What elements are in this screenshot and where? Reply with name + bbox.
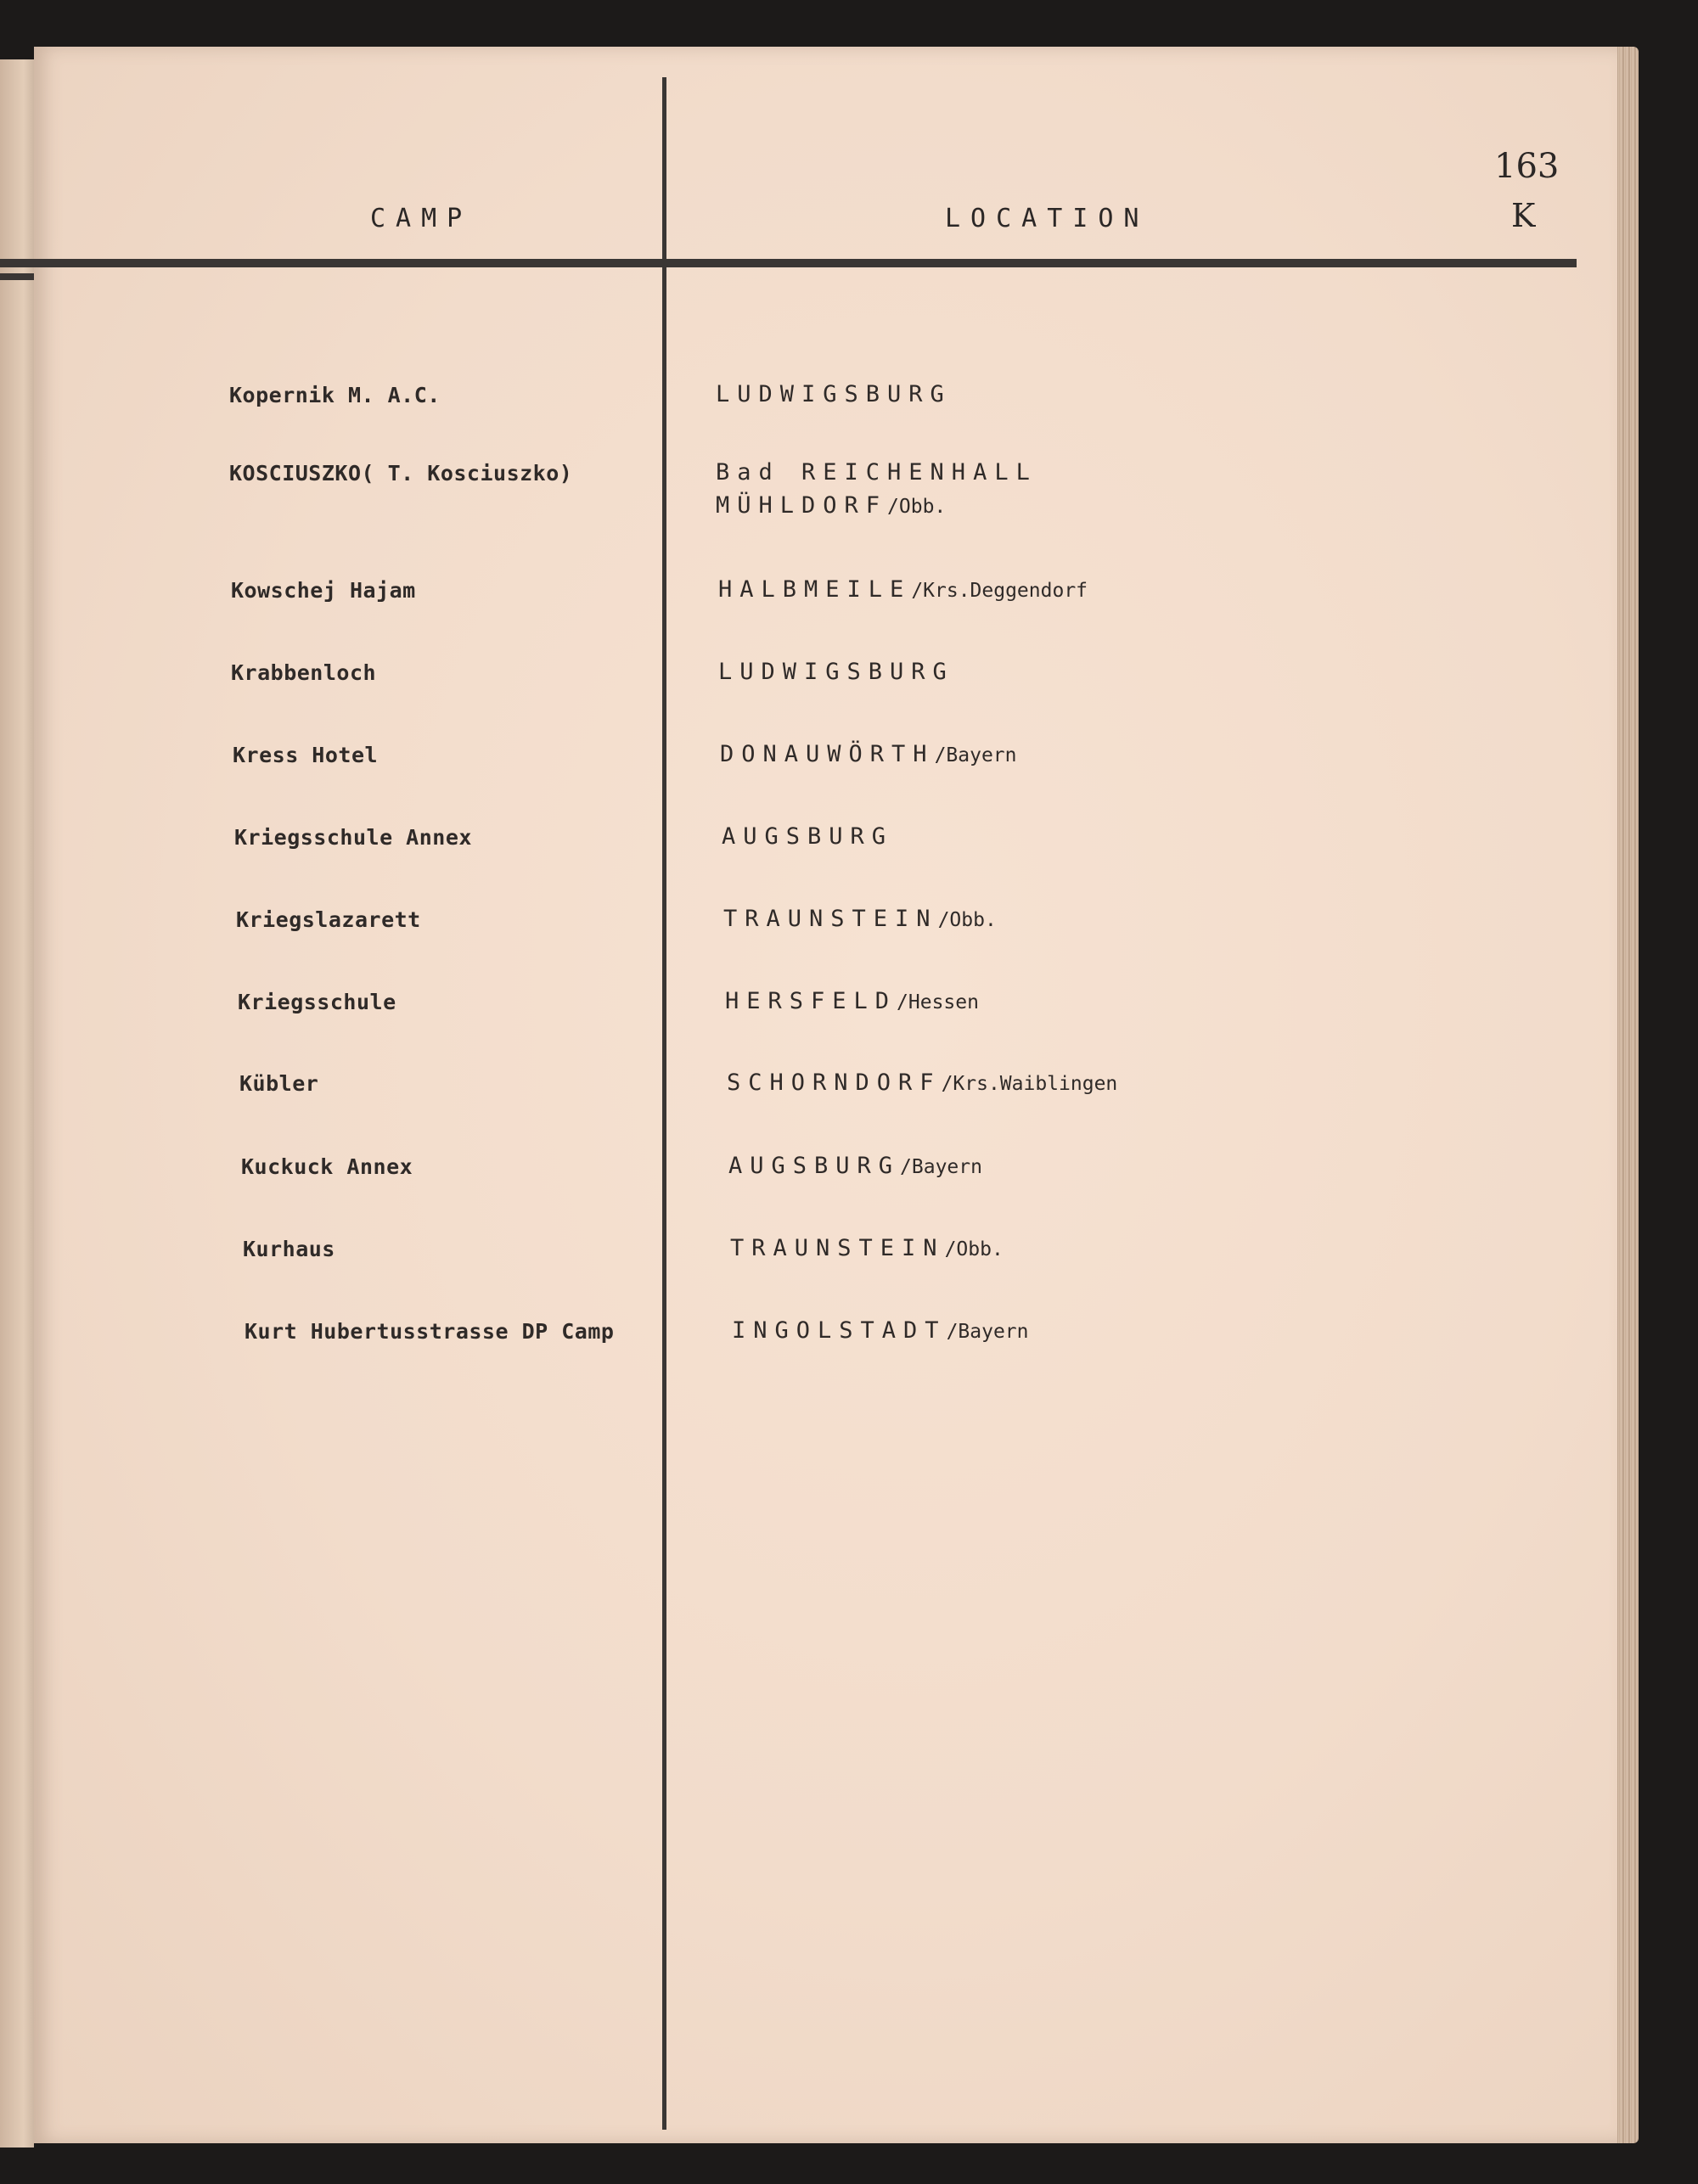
location-place: AUGSBURG [722,823,894,850]
location-cell [728,1153,982,1186]
location-place: TRAUNSTEIN [723,906,938,932]
camp-name: Kriegsschule Annex [234,825,472,850]
document-page [34,47,1617,2143]
camp-column-header: CAMP [370,204,473,233]
location-line [716,459,1037,486]
location-region: /Obb. [944,1238,1004,1260]
camp-name: Kopernik M. A.C. [229,383,441,407]
section-letter: K [1511,197,1536,234]
camp-name: Krabbenloch [231,660,377,685]
location-place: Bad REICHENHALL [716,459,1037,486]
camp-name: Kübler [239,1071,319,1096]
location-line [727,1070,1117,1096]
location-place: AUGSBURG [728,1153,901,1179]
camp-name: Kuckuck Annex [241,1154,413,1179]
location-region: /Krs.Waiblingen [941,1073,1118,1095]
location-line [718,659,954,685]
camp-name: Kress Hotel [233,743,379,767]
location-place: TRAUNSTEIN [730,1235,945,1261]
header-rule [0,259,1577,267]
location-cell [723,906,997,939]
location-line [728,1153,982,1179]
location-line [722,823,893,850]
location-cell [732,1317,1029,1350]
location-region: /Obb. [937,909,997,931]
column-divider [662,77,666,2130]
location-cell [725,988,979,1021]
location-cell [727,1070,1117,1103]
location-place: HALBMEILE [718,576,912,603]
camp-name: Kriegslazarett [236,907,421,932]
location-region: /Hessen [897,991,979,1013]
location-line [730,1235,1004,1261]
location-place: DONAUWÖRTH [720,741,935,767]
location-column-header: LOCATION [945,204,1150,233]
location-line [723,906,997,932]
location-cell [720,741,1017,774]
camp-name: Kriegsschule [238,990,396,1014]
location-place: LUDWIGSBURG [716,381,952,407]
page-number: 163 [1494,147,1560,186]
left-page-rule [0,273,34,280]
location-cell [718,576,1088,609]
location-cell [716,381,952,414]
location-place: SCHORNDORF [727,1070,942,1096]
camp-name: KOSCIUSZKO( T. Kosciuszko) [229,461,573,486]
location-cell [722,823,893,856]
camp-name: Kowschej Hajam [231,578,416,603]
location-cell [716,459,1037,525]
location-place: HERSFELD [725,988,897,1014]
location-region: /Bayern [934,744,1017,766]
location-line [725,988,979,1014]
location-place: INGOLSTADT [732,1317,947,1344]
location-line [716,381,952,407]
location-line [720,741,1017,767]
location-region: /Krs.Deggendorf [911,580,1088,602]
location-line [716,492,1037,519]
location-place: MÜHLDORF [716,492,888,519]
location-region: /Obb. [887,496,947,518]
left-page-edge [0,59,34,2148]
location-place: LUDWIGSBURG [718,659,954,685]
location-line [732,1317,1029,1344]
camp-name: Kurhaus [243,1237,335,1261]
location-cell [718,659,954,692]
location-line [718,576,1088,603]
location-cell [730,1235,1004,1268]
location-region: /Bayern [946,1321,1029,1343]
camp-name: Kurt Hubertusstrasse DP Camp [245,1319,615,1344]
location-region: /Bayern [900,1156,982,1178]
